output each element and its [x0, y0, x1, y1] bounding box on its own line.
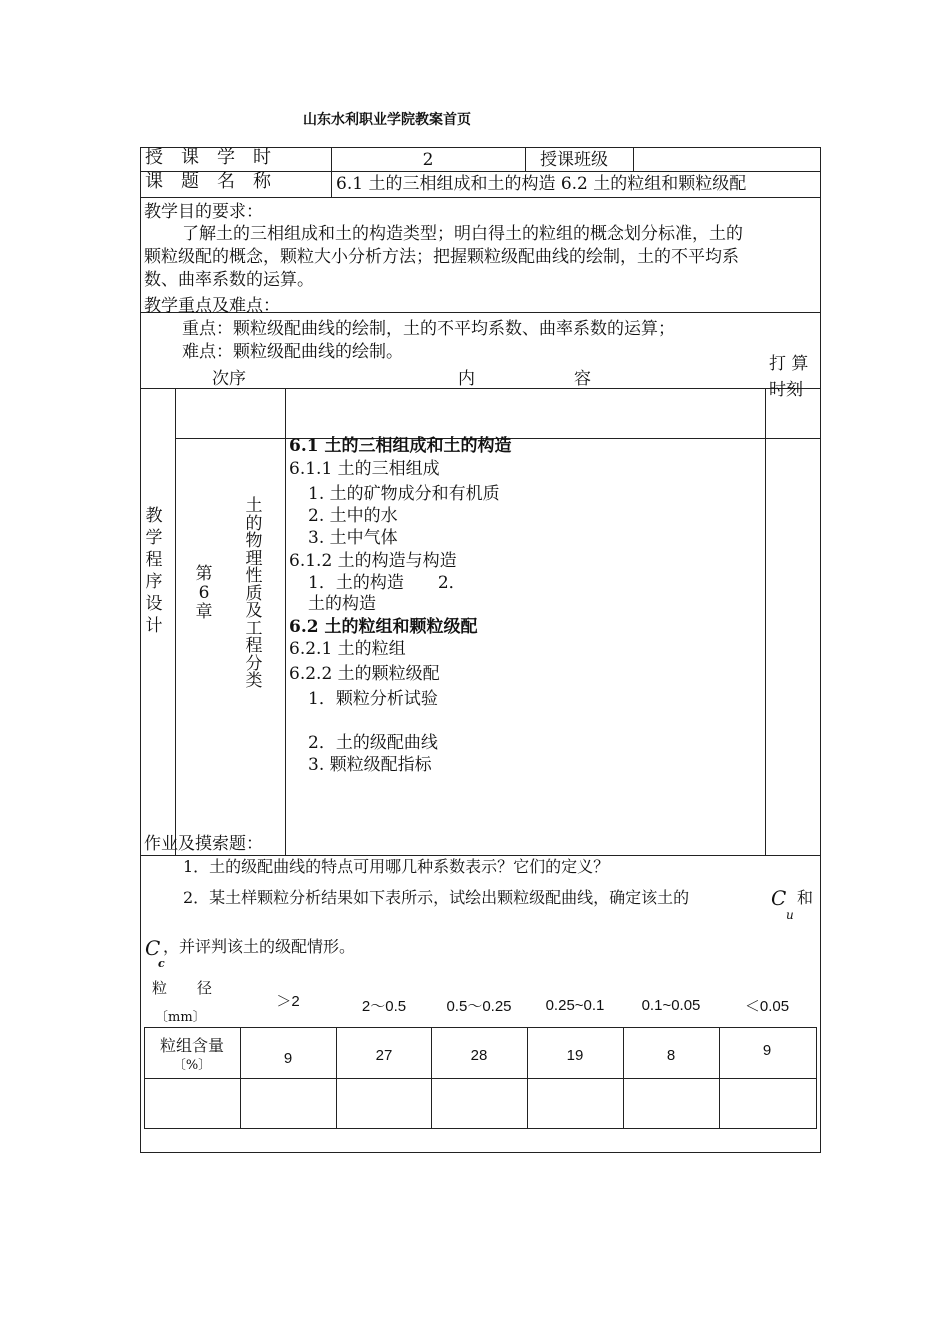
- divider: [336, 1027, 337, 1129]
- outline-item: 1. 土的矿物成分和有机质: [308, 484, 500, 504]
- grain-content: 28: [470, 1047, 488, 1064]
- divider: [140, 147, 141, 1153]
- outline-item: 土的构造: [308, 594, 376, 614]
- order-header: 次序: [212, 369, 246, 389]
- content-header: 容: [574, 369, 591, 389]
- divider: [527, 1027, 528, 1129]
- class-label: 授课班级: [540, 150, 608, 170]
- difficult-point: 难点：颗粒级配曲线的绘制。: [182, 342, 403, 362]
- divider: [820, 147, 821, 1153]
- question-2-and: 和: [797, 888, 814, 907]
- question-2: 2．某土样颗粒分析结果如下表所示，试绘出颗粒级配曲线，确定该土的: [183, 888, 690, 907]
- homework-label: 作业及摸索题：: [144, 834, 263, 854]
- grain-content: 19: [566, 1047, 584, 1064]
- content-label: 粒组含量: [159, 1036, 224, 1055]
- question-1: 1．土的级配曲线的特点可用哪几种系数表示？它们的定义？: [183, 857, 610, 876]
- content-header: 内: [458, 369, 475, 389]
- objectives-label: 教学目的要求：: [144, 202, 263, 222]
- size-label: 粒 径: [152, 979, 213, 997]
- grain-content: 8: [666, 1047, 676, 1064]
- grain-size: ＜0.05: [744, 998, 790, 1015]
- outline-item: 6.2.2 土的颗粒级配: [289, 664, 440, 684]
- divider: [633, 147, 634, 171]
- divider: [144, 1078, 817, 1079]
- question-2-tail: ，并评判该土的级配情形。: [163, 937, 356, 956]
- divider: [816, 1027, 817, 1129]
- outline-item: 1．颗粒分析试验: [308, 689, 438, 709]
- key-point: 重点：颗粒级配曲线的绘制，土的不平均系数、曲率系数的运算；: [182, 319, 675, 339]
- outline-item: 6.2.1 土的粒组: [289, 639, 406, 659]
- grain-size: 0.5～0.25: [446, 998, 512, 1015]
- cc-subscript: c: [158, 957, 165, 970]
- outline-item: 1．土的构造 2．: [308, 573, 466, 593]
- outline-item: 2．土的级配曲线: [308, 733, 438, 753]
- keypoints-label: 教学重点及难点：: [144, 296, 280, 316]
- outline-item: 6.2 土的粒组和颗粒级配: [289, 617, 478, 637]
- objectives-line: 数、曲率系数的运算。: [144, 270, 314, 290]
- outline-item: 3. 颗粒级配指标: [308, 755, 432, 775]
- grain-content: 9: [762, 1042, 772, 1059]
- objectives-line: 了解土的三相组成和土的构造类型；明白得土的粒组的概念划分标准，土的: [182, 224, 743, 244]
- time-header: 打 算: [769, 354, 809, 374]
- grain-content: 27: [375, 1047, 393, 1064]
- divider: [140, 855, 821, 856]
- grain-size: 0.25~0.1: [545, 997, 605, 1014]
- outline-item: 6.1 土的三相组成和土的构造: [289, 436, 512, 456]
- divider: [175, 388, 176, 855]
- outline-item: 6.1.1 土的三相组成: [289, 459, 440, 479]
- divider: [144, 1027, 145, 1129]
- topic-label: 课 题 名 称: [145, 171, 271, 192]
- side-label: 教学程序设计: [145, 506, 163, 636]
- divider: [525, 147, 526, 171]
- divider: [140, 1152, 821, 1153]
- cu-subscript: u: [786, 908, 794, 922]
- outline-item: 6.1.2 土的构造与构造: [289, 551, 457, 571]
- grain-size: 0.1~0.05: [641, 997, 701, 1014]
- divider: [144, 1027, 817, 1028]
- divider: [140, 197, 821, 198]
- grain-size: ＞2: [276, 993, 300, 1010]
- outline-item: 3. 土中气体: [308, 528, 398, 548]
- cu-symbol: C: [771, 886, 787, 910]
- cc-symbol: C: [145, 936, 161, 960]
- divider: [285, 388, 286, 855]
- outline-item: 2. 土中的水: [308, 506, 398, 526]
- chapter-title: 土的物理性质及工程分类: [245, 496, 263, 691]
- hours-value: 2: [422, 150, 434, 170]
- page-title: 山东水利职业学院教案首页: [303, 112, 471, 128]
- time-header: 时刻: [769, 380, 803, 400]
- content-unit: 〔%〕: [172, 1058, 212, 1073]
- objectives-line: 颗粒级配的概念，颗粒大小分析方法；把握颗粒级配曲线的绘制，土的不平均系: [144, 247, 739, 267]
- divider: [144, 1128, 817, 1129]
- divider: [765, 388, 766, 855]
- size-unit: 〔mm〕: [155, 1010, 206, 1025]
- grain-size: 2～0.5: [361, 998, 407, 1015]
- divider: [240, 1027, 241, 1129]
- chapter: 第6章: [195, 564, 213, 622]
- divider: [623, 1027, 624, 1129]
- grain-content: 9: [283, 1050, 293, 1067]
- divider: [431, 1027, 432, 1129]
- topic-value: 6.1 土的三相组成和土的构造 6.2 土的粒组和颗粒级配: [336, 174, 747, 194]
- hours-label: 授 课 学 时: [145, 147, 271, 168]
